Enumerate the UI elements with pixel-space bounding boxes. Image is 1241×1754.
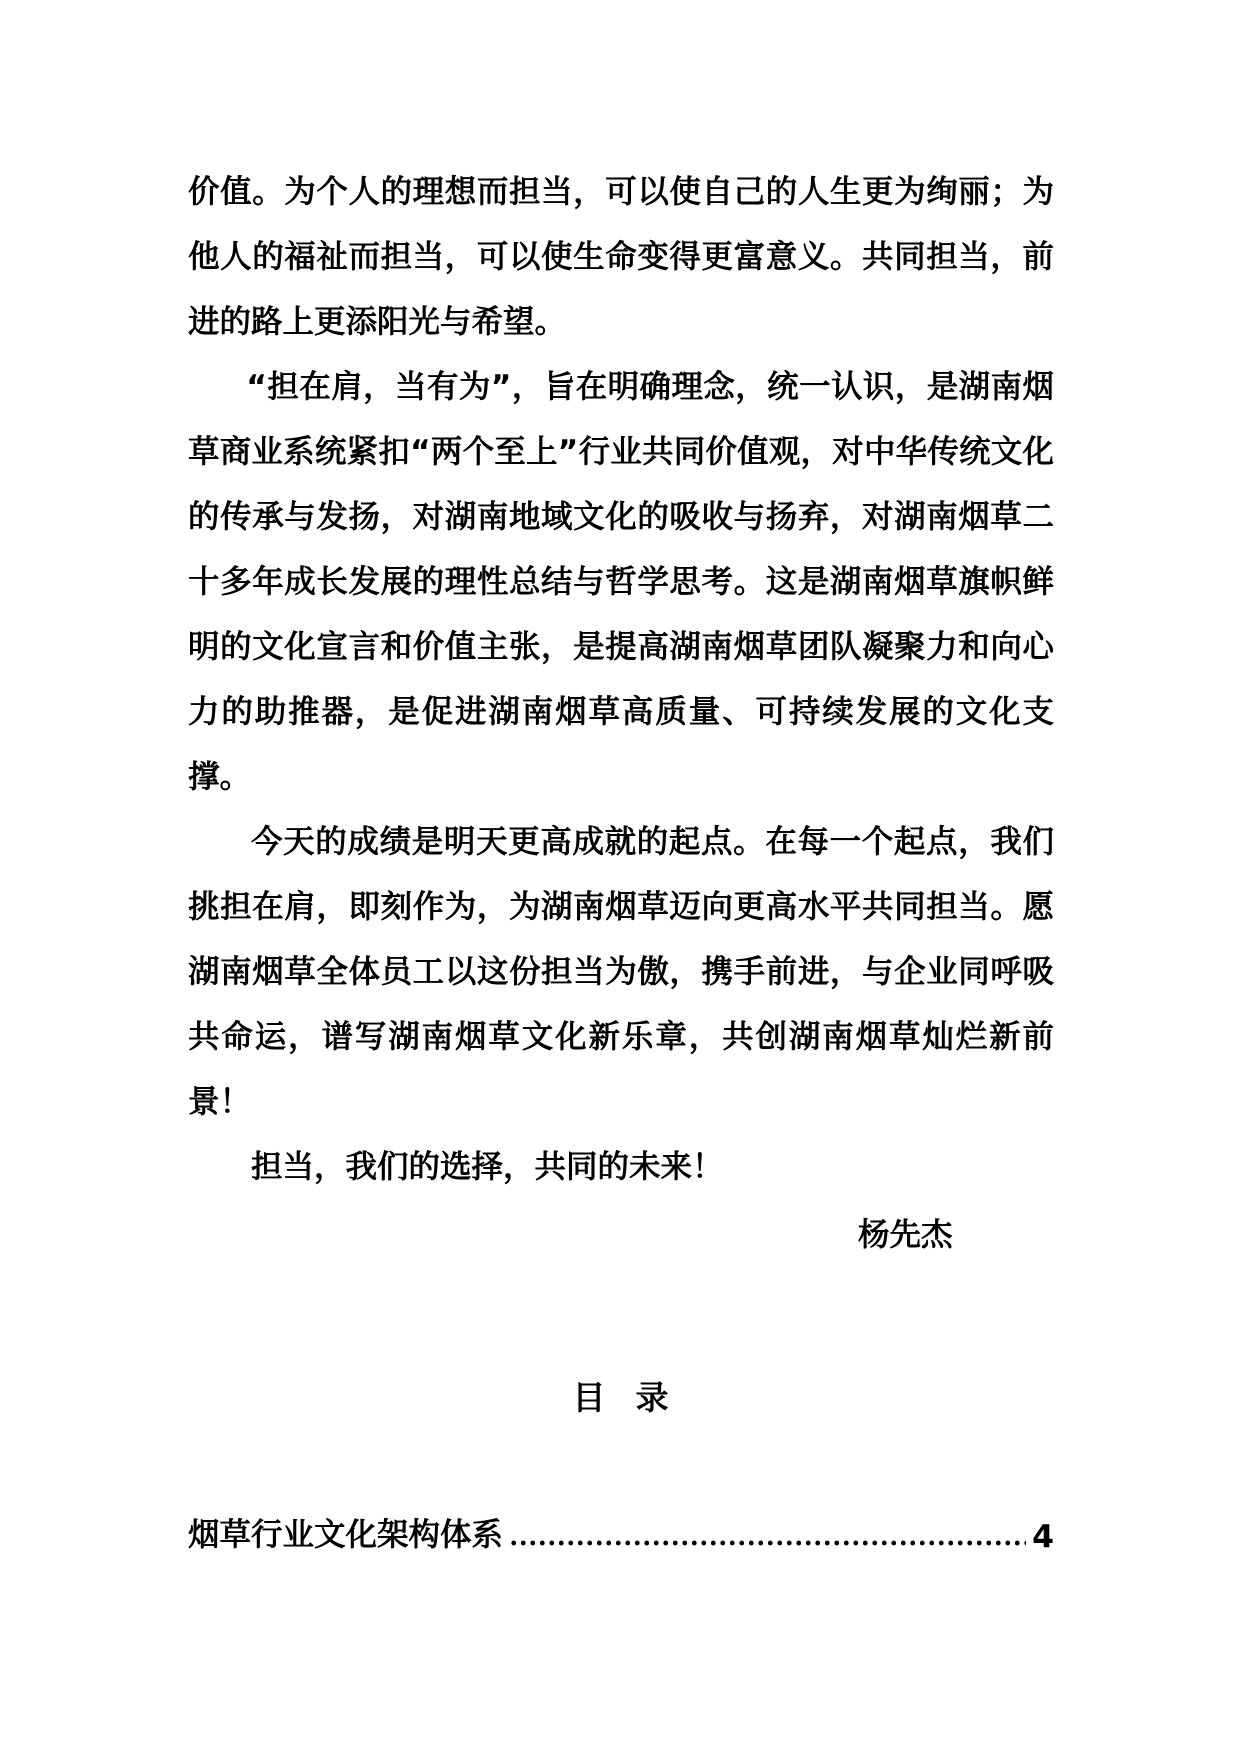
toc-dot-leader <box>509 1539 1026 1547</box>
body-text <box>188 160 1054 1200</box>
toc-title: 目录 <box>572 1378 699 1417</box>
paragraph-slogan: 担当，我们的选择，共同的未来！ <box>251 1149 724 1185</box>
paragraph-future: 今天的成绩是明天更高成就的起点。在每一个起点，我们挑担在肩，即刻作为，为湖南烟草迈向更高水平共同担当。愿湖南烟草全体员工以这份担当为傲，携手前进，与企业同呼吸共命运，谱写湖南烟草文化新乐章，共创湖南烟草灿烂新前景！ <box>188 824 1054 1120</box>
paragraph-continuation: 价值。为个人的理想而担当，可以使自己的人生更为绚丽；为他人的福祉而担当，可以使生命变得更富意义。共同担当，前进的路上更添阳光与希望。 <box>188 174 1054 340</box>
paragraph-culture-statement: “担在肩，当有为”，旨在明确理念，统一认识，是湖南烟草商业系统紧扣“两个至上”行业共同价值观，对中华传统文化的传承与发扬，对湖南地域文化的吸收与扬弃，对湖南烟草二十多年成长发展的理性总结与哲学思考。这是湖南烟草旗帜鲜明的文化宣言和价值主张，是提高湖南烟草团队凝聚力和向心力的助推器，是促进湖南烟草高质量、可持续发展的文化支撑。 <box>188 369 1054 795</box>
toc-entry-page-number: 4 <box>1032 1519 1054 1555</box>
toc-entry[interactable] <box>188 1505 1054 1555</box>
author-signature: 杨先杰 <box>858 1217 953 1253</box>
toc-entry-label: 烟草行业文化架构体系 <box>188 1517 504 1553</box>
